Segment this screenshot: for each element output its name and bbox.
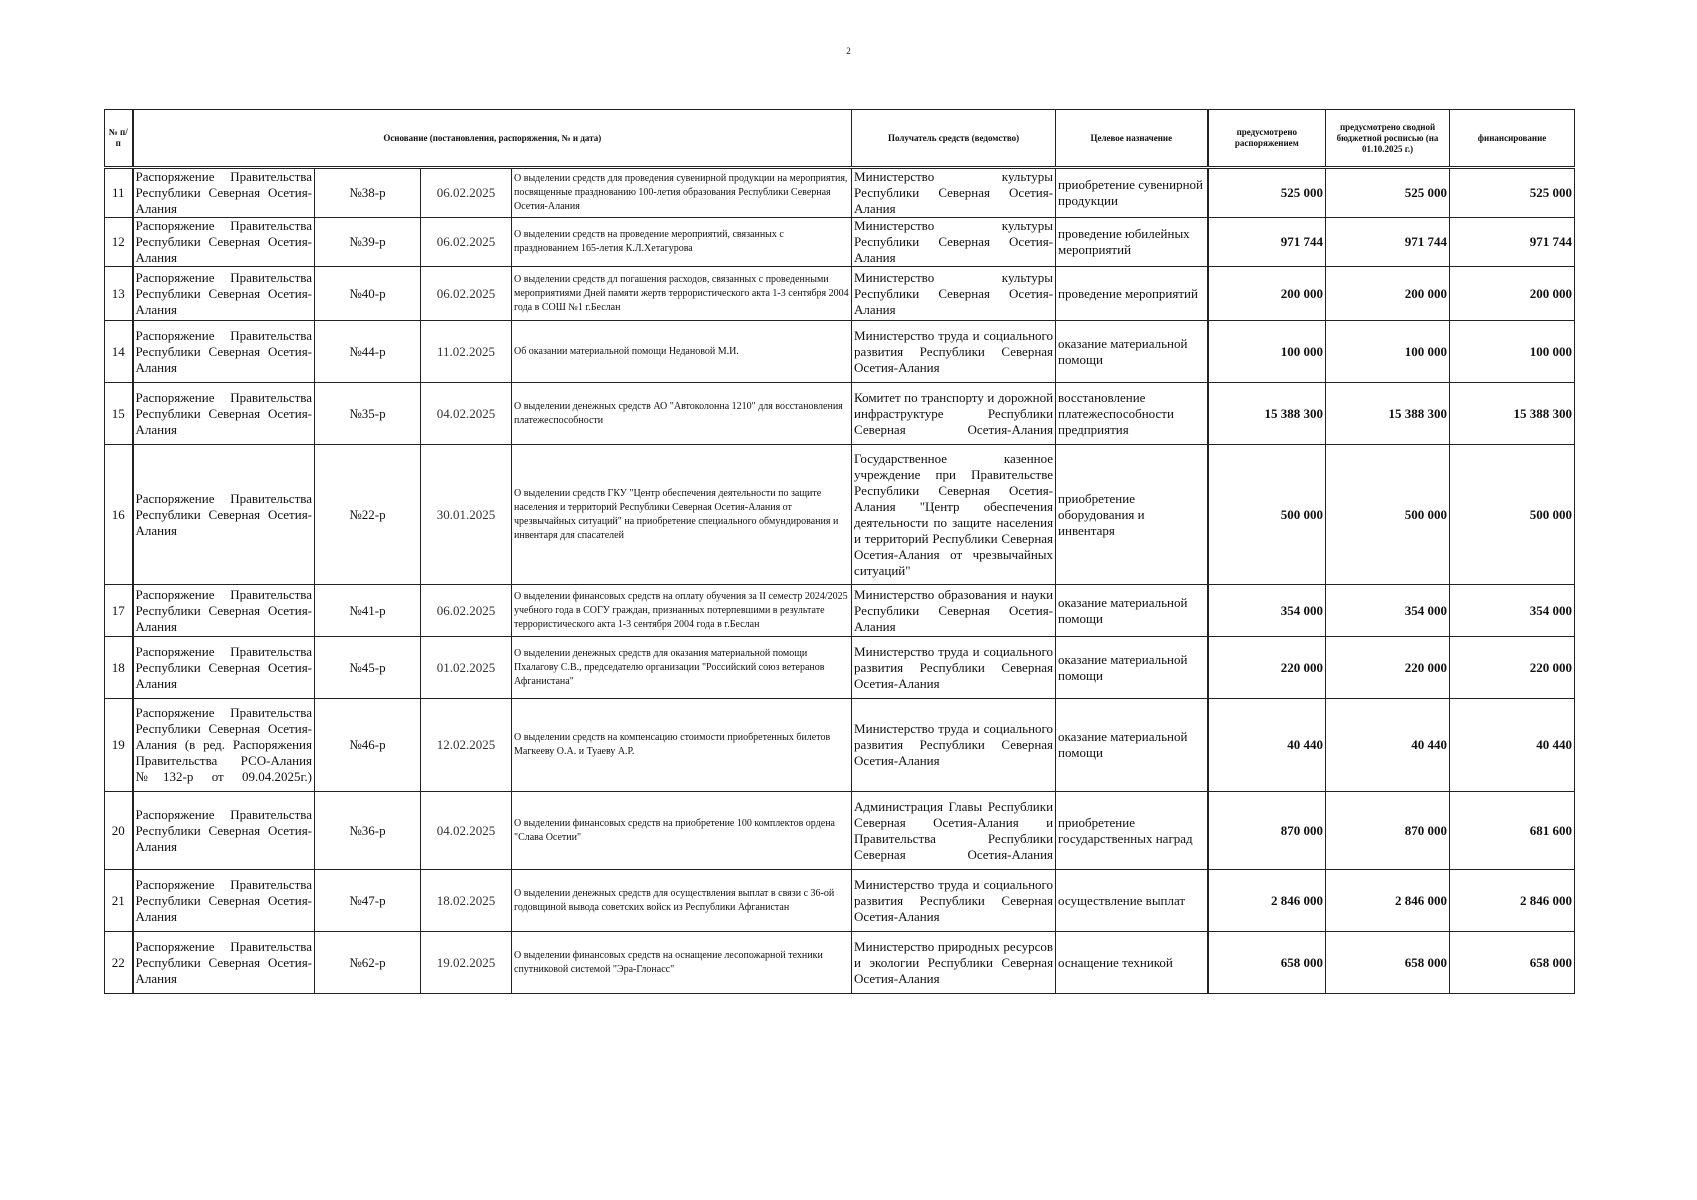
amount-financing: 100 000 (1450, 321, 1575, 383)
document-date: 04.02.2025 (421, 383, 512, 445)
document-type: Распоряжение Правительства Республики Северная Осетия-Алания (133, 321, 315, 383)
document-date: 11.02.2025 (421, 321, 512, 383)
purpose: оснащение техникой (1056, 932, 1208, 994)
amount-planned-order: 354 000 (1208, 585, 1326, 637)
row-number: 21 (105, 870, 133, 932)
document-date: 01.02.2025 (421, 637, 512, 699)
document-number: №38-р (315, 168, 421, 218)
amount-planned-order: 971 744 (1208, 218, 1326, 267)
amount-financing: 220 000 (1450, 637, 1575, 699)
amount-financing: 971 744 (1450, 218, 1575, 267)
amount-financing: 2 846 000 (1450, 870, 1575, 932)
amount-planned-order: 658 000 (1208, 932, 1326, 994)
document-description: О выделении финансовых средств на оснащение лесопожарной техники спутниковой системой "Эра-Глонасс" (512, 932, 852, 994)
purpose: осуществление выплат (1056, 870, 1208, 932)
amount-planned-budget: 100 000 (1326, 321, 1450, 383)
document-description: О выделении финансовых средств на приобретение 100 комплектов ордена "Слава Осетии" (512, 792, 852, 870)
table-row (105, 168, 1575, 218)
document-number: №45-р (315, 637, 421, 699)
document-number: №41-р (315, 585, 421, 637)
row-number: 22 (105, 932, 133, 994)
amount-planned-budget: 40 440 (1326, 699, 1450, 792)
amount-planned-order: 525 000 (1208, 168, 1326, 218)
header-purpose: Целевое назначение (1056, 110, 1208, 168)
amount-financing: 200 000 (1450, 267, 1575, 321)
document-number: №44-р (315, 321, 421, 383)
amount-financing: 658 000 (1450, 932, 1575, 994)
amount-financing: 525 000 (1450, 168, 1575, 218)
table-row (105, 932, 1575, 994)
purpose: приобретение государственных наград (1056, 792, 1208, 870)
row-number: 18 (105, 637, 133, 699)
document-number: №39-р (315, 218, 421, 267)
document-type: Распоряжение Правительства Республики Северная Осетия-Алания (133, 168, 315, 218)
document-number: №22-р (315, 445, 421, 585)
row-number: 11 (105, 168, 133, 218)
purpose: оказание материальной помощи (1056, 699, 1208, 792)
recipient: Министерство природных ресурсов и экологии Республики Северная Осетия-Алания (852, 932, 1056, 994)
document-type: Распоряжение Правительства Республики Северная Осетия-Алания (133, 585, 315, 637)
document-date: 04.02.2025 (421, 792, 512, 870)
amount-planned-budget: 658 000 (1326, 932, 1450, 994)
recipient: Министерство культуры Республики Северная Осетия-Алания (852, 267, 1056, 321)
header-planned-budget: предусмотрено сводной бюджетной росписью (на 01.10.2025 г.) (1326, 110, 1450, 168)
document-date: 06.02.2025 (421, 585, 512, 637)
table-row (105, 870, 1575, 932)
document-type: Распоряжение Правительства Республики Северная Осетия-Алания (133, 267, 315, 321)
amount-planned-budget: 220 000 (1326, 637, 1450, 699)
document-number: №46-р (315, 699, 421, 792)
row-number: 15 (105, 383, 133, 445)
table-row (105, 218, 1575, 267)
table-row (105, 445, 1575, 585)
amount-planned-order: 200 000 (1208, 267, 1326, 321)
document-date: 06.02.2025 (421, 168, 512, 218)
table-row (105, 699, 1575, 792)
recipient: Администрация Главы Республики Северная Осетия-Алания и Правительства Республики Северная Осетия-Алания (852, 792, 1056, 870)
document-date: 30.01.2025 (421, 445, 512, 585)
amount-planned-budget: 2 846 000 (1326, 870, 1450, 932)
recipient: Государственное казенное учреждение при Правительстве Республики Северная Осетия-Алания "Центр обеспечения деятельности по защите населения и территорий Республики Северная Осетия-Алания от чрезвычайных ситуаций" (852, 445, 1056, 585)
document-type: Распоряжение Правительства Республики Северная Осетия-Алания (133, 792, 315, 870)
amount-planned-budget: 971 744 (1326, 218, 1450, 267)
document-type: Распоряжение Правительства Республики Северная Осетия-Алания (133, 932, 315, 994)
document-number: №62-р (315, 932, 421, 994)
document-date: 12.02.2025 (421, 699, 512, 792)
row-number: 14 (105, 321, 133, 383)
amount-planned-budget: 15 388 300 (1326, 383, 1450, 445)
amount-planned-order: 2 846 000 (1208, 870, 1326, 932)
document-number: №36-р (315, 792, 421, 870)
amount-planned-order: 40 440 (1208, 699, 1326, 792)
document-description: О выделении средств для проведения сувенирной продукции на мероприятия, посвященные празднованию 100-летия образования Республики Северная Осетия-Алания (512, 168, 852, 218)
table-header-row (105, 110, 1575, 168)
header-financing: финансирование (1450, 110, 1575, 168)
recipient: Министерство труда и социального развития Республики Северная Осетия-Алания (852, 870, 1056, 932)
table-body (105, 168, 1575, 994)
document-description: О выделении денежных средств для осуществления выплат в связи с 36-ой годовщиной вывода советских войск из Республики Афганистан (512, 870, 852, 932)
document-description: О выделении денежных средств для оказания материальной помощи Пхалагову С.В., председателю организации "Российский союз ветеранов Афганистана" (512, 637, 852, 699)
table-row (105, 792, 1575, 870)
document-type: Распоряжение Правительства Республики Северная Осетия-Алания (в ред. Распоряжения Правительства РСО-Алания №132-р от 09.04.2025г.) (133, 699, 315, 792)
document-description: О выделении средств на компенсацию стоимости приобретенных билетов Магкееву О.А. и Туаеву А.Р. (512, 699, 852, 792)
page-number: 2 (846, 46, 851, 56)
header-recipient: Получатель средств (ведомство) (852, 110, 1056, 168)
table-row (105, 383, 1575, 445)
amount-financing: 15 388 300 (1450, 383, 1575, 445)
amount-financing: 40 440 (1450, 699, 1575, 792)
table-row (105, 585, 1575, 637)
document-type: Распоряжение Правительства Республики Северная Осетия-Алания (133, 870, 315, 932)
amount-planned-budget: 525 000 (1326, 168, 1450, 218)
document-type: Распоряжение Правительства Республики Северная Осетия-Алания (133, 637, 315, 699)
purpose: проведение мероприятий (1056, 267, 1208, 321)
table-row (105, 267, 1575, 321)
header-basis: Основание (постановления, распоряжения, № и дата) (133, 110, 852, 168)
row-number: 20 (105, 792, 133, 870)
table-row (105, 637, 1575, 699)
recipient: Министерство труда и социального развития Республики Северная Осетия-Алания (852, 637, 1056, 699)
document-description: О выделении средств на проведение мероприятий, связанных с празднованием 165-летия К.Л.Хетагурова (512, 218, 852, 267)
amount-planned-order: 220 000 (1208, 637, 1326, 699)
row-number: 13 (105, 267, 133, 321)
document-number: №47-р (315, 870, 421, 932)
document-number: №40-р (315, 267, 421, 321)
document-description: О выделении финансовых средств на оплату обучения за II семестр 2024/2025 учебного года в СОГУ граждан, признанных потерпевшими в результате террористического акта 1-3 сентября 2004 года в г.Беслан (512, 585, 852, 637)
document-date: 18.02.2025 (421, 870, 512, 932)
amount-planned-order: 870 000 (1208, 792, 1326, 870)
amount-planned-order: 100 000 (1208, 321, 1326, 383)
row-number: 16 (105, 445, 133, 585)
amount-planned-order: 500 000 (1208, 445, 1326, 585)
amount-financing: 681 600 (1450, 792, 1575, 870)
amount-planned-budget: 500 000 (1326, 445, 1450, 585)
row-number: 12 (105, 218, 133, 267)
header-planned-order: предусмотрено распоряжением (1208, 110, 1326, 168)
purpose: оказание материальной помощи (1056, 585, 1208, 637)
budget-allocation-table (104, 109, 1575, 994)
purpose: приобретение сувенирной продукции (1056, 168, 1208, 218)
purpose: оказание материальной помощи (1056, 637, 1208, 699)
recipient: Министерство труда и социального развития Республики Северная Осетия-Алания (852, 321, 1056, 383)
header-no: № п/п (105, 110, 133, 168)
document-description: Об оказании материальной помощи Недановой М.И. (512, 321, 852, 383)
row-number: 19 (105, 699, 133, 792)
amount-financing: 354 000 (1450, 585, 1575, 637)
document-type: Распоряжение Правительства Республики Северная Осетия-Алания (133, 383, 315, 445)
document-date: 06.02.2025 (421, 267, 512, 321)
purpose: приобретение оборудования и инвентаря (1056, 445, 1208, 585)
amount-planned-budget: 354 000 (1326, 585, 1450, 637)
document-type: Распоряжение Правительства Республики Северная Осетия-Алания (133, 218, 315, 267)
purpose: оказание материальной помощи (1056, 321, 1208, 383)
purpose: проведение юбилейных мероприятий (1056, 218, 1208, 267)
table-row (105, 321, 1575, 383)
document-date: 19.02.2025 (421, 932, 512, 994)
recipient: Министерство образования и науки Республики Северная Осетия-Алания (852, 585, 1056, 637)
amount-planned-budget: 870 000 (1326, 792, 1450, 870)
document-description: О выделении средств дл погашения расходов, связанных с проведенными мероприятиями Дней памяти жертв террористического акта 1-3 сентября 2004 года в СОШ №1 г.Беслан (512, 267, 852, 321)
recipient: Министерство культуры Республики Северная Осетия-Алания (852, 168, 1056, 218)
document-number: №35-р (315, 383, 421, 445)
amount-planned-budget: 200 000 (1326, 267, 1450, 321)
recipient: Комитет по транспорту и дорожной инфраструктуре Республики Северная Осетия-Алания (852, 383, 1056, 445)
document-type: Распоряжение Правительства Республики Северная Осетия-Алания (133, 445, 315, 585)
amount-financing: 500 000 (1450, 445, 1575, 585)
recipient: Министерство культуры Республики Северная Осетия-Алания (852, 218, 1056, 267)
purpose: восстановление платежеспособности предприятия (1056, 383, 1208, 445)
amount-planned-order: 15 388 300 (1208, 383, 1326, 445)
row-number: 17 (105, 585, 133, 637)
document-date: 06.02.2025 (421, 218, 512, 267)
document-description: О выделении денежных средств АО "Автоколонна 1210" для восстановления платежеспособности (512, 383, 852, 445)
recipient: Министерство труда и социального развития Республики Северная Осетия-Алания (852, 699, 1056, 792)
document-description: О выделении средств ГКУ "Центр обеспечения деятельности по защите населения и территорий Республики Северная Осетия-Алания от чрезвычайных ситуаций" на приобретение специального обмундирования и инвентаря для спасателей (512, 445, 852, 585)
